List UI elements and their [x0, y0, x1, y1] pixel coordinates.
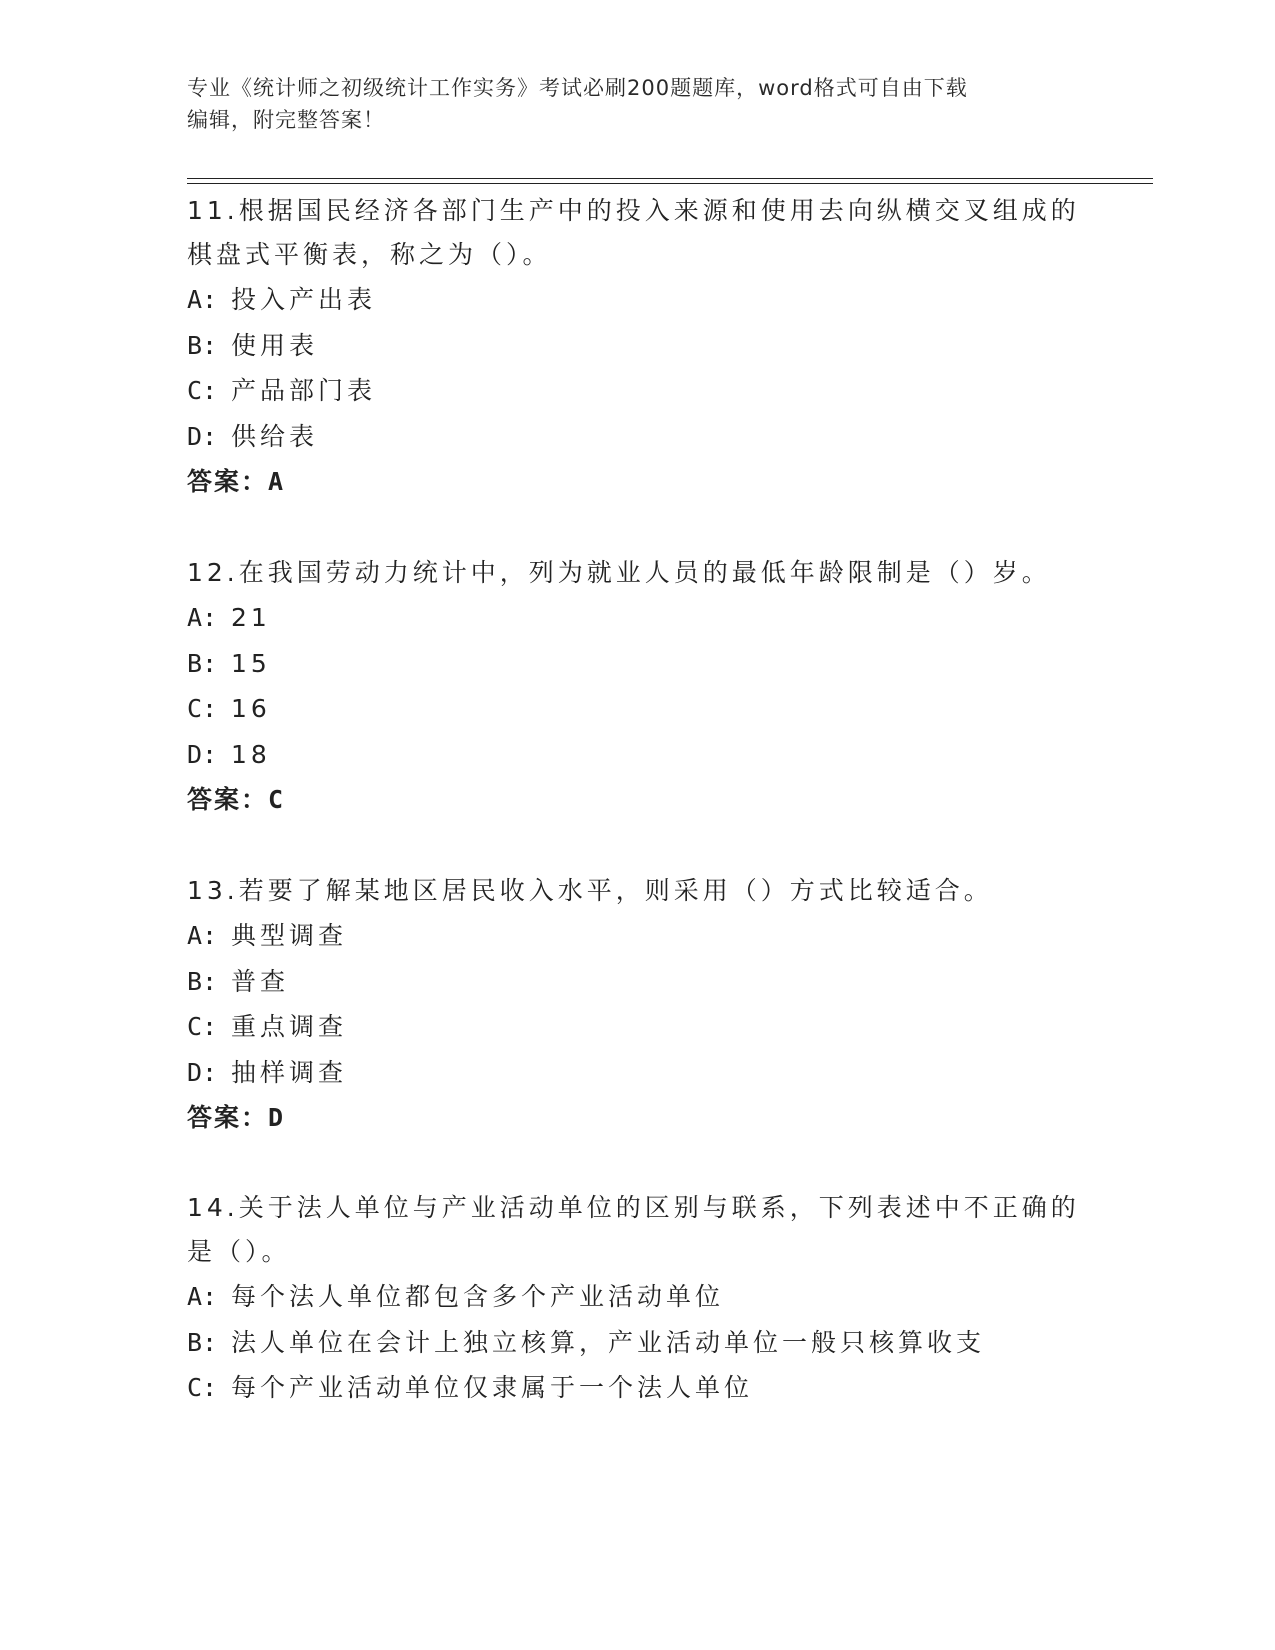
- option-text: 15: [231, 648, 271, 678]
- question-stem: [187, 869, 1087, 913]
- option-text: 使用表: [231, 330, 319, 360]
- answer-line: [187, 459, 1087, 505]
- option-letter: B:: [187, 330, 218, 360]
- option-letter: D:: [187, 421, 218, 451]
- option-letter: D:: [187, 739, 218, 769]
- option-letter: C:: [187, 694, 218, 723]
- option-letter: A:: [187, 921, 218, 950]
- question-stem-line-1: 12.在我国劳动力统计中，列为就业人员的最低年龄限制是（）岁。: [187, 558, 1051, 587]
- document-header: [187, 72, 1067, 136]
- question-stem-line-2: 棋盘式平衡表，称之为（）。: [187, 240, 552, 269]
- option-b: [187, 323, 1087, 369]
- option-a: [187, 595, 1087, 641]
- option-b: [187, 959, 1087, 1005]
- answer-line: [187, 1095, 1087, 1141]
- option-letter: C:: [187, 376, 218, 405]
- option-text: 供给表: [231, 421, 319, 451]
- option-a: [187, 277, 1087, 323]
- option-letter: B:: [187, 648, 218, 678]
- option-b: [187, 641, 1087, 687]
- option-c: [187, 686, 1087, 732]
- option-a: [187, 1274, 1087, 1320]
- option-text: 产品部门表: [231, 376, 377, 405]
- option-c: [187, 1365, 1087, 1411]
- option-text: 投入产出表: [231, 285, 377, 314]
- header-divider-top: [187, 178, 1153, 179]
- option-a: [187, 913, 1087, 959]
- option-text: 每个产业活动单位仅隶属于一个法人单位: [231, 1373, 754, 1402]
- answer-value: D: [268, 1103, 284, 1132]
- option-text: 普查: [231, 966, 290, 996]
- option-letter: A:: [187, 603, 218, 632]
- answer-label: 答案：: [187, 1103, 269, 1132]
- question-stem: [187, 189, 1087, 277]
- option-text: 每个法人单位都包含多个产业活动单位: [231, 1282, 725, 1311]
- option-text: 18: [231, 739, 271, 769]
- header-line-1: 专业《统计师之初级统计工作实务》考试必刷200题题库，word格式可自由下载: [187, 76, 968, 100]
- option-text: 法人单位在会计上独立核算，产业活动单位一般只核算收支: [231, 1327, 986, 1357]
- option-text: 21: [231, 603, 271, 632]
- answer-value: A: [268, 467, 284, 496]
- answer-line: [187, 777, 1087, 823]
- question-stem-line-2: 是（）。: [187, 1237, 291, 1266]
- question-14: [187, 1186, 1087, 1411]
- option-text: 典型调查: [231, 921, 348, 950]
- option-b: [187, 1320, 1087, 1366]
- answer-value: C: [268, 785, 284, 814]
- header-line-2: 编辑，附完整答案！: [187, 108, 385, 132]
- answer-label: 答案：: [187, 785, 269, 814]
- question-stem-line-1: 11.根据国民经济各部门生产中的投入来源和使用去向纵横交叉组成的: [187, 196, 1080, 225]
- option-text: 16: [231, 694, 271, 723]
- option-letter: D:: [187, 1057, 218, 1087]
- option-letter: B:: [187, 1327, 218, 1357]
- option-d: [187, 414, 1087, 460]
- question-stem: [187, 1186, 1087, 1274]
- question-12: [187, 551, 1087, 823]
- option-c: [187, 368, 1087, 414]
- option-letter: C:: [187, 1012, 218, 1041]
- option-d: [187, 732, 1087, 778]
- question-13: [187, 869, 1087, 1141]
- header-divider-bottom: [187, 183, 1153, 184]
- option-d: [187, 1050, 1087, 1096]
- option-letter: A:: [187, 285, 218, 314]
- question-stem-line-1: 14.关于法人单位与产业活动单位的区别与联系，下列表述中不正确的: [187, 1193, 1080, 1222]
- option-letter: A:: [187, 1282, 218, 1311]
- option-letter: C:: [187, 1373, 218, 1402]
- answer-label: 答案：: [187, 467, 269, 496]
- question-11: [187, 189, 1087, 505]
- option-c: [187, 1004, 1087, 1050]
- option-text: 重点调查: [231, 1012, 348, 1041]
- question-stem: [187, 551, 1087, 595]
- question-stem-line-1: 13.若要了解某地区居民收入水平，则采用（）方式比较适合。: [187, 876, 993, 905]
- option-letter: B:: [187, 966, 218, 996]
- option-text: 抽样调查: [231, 1057, 348, 1087]
